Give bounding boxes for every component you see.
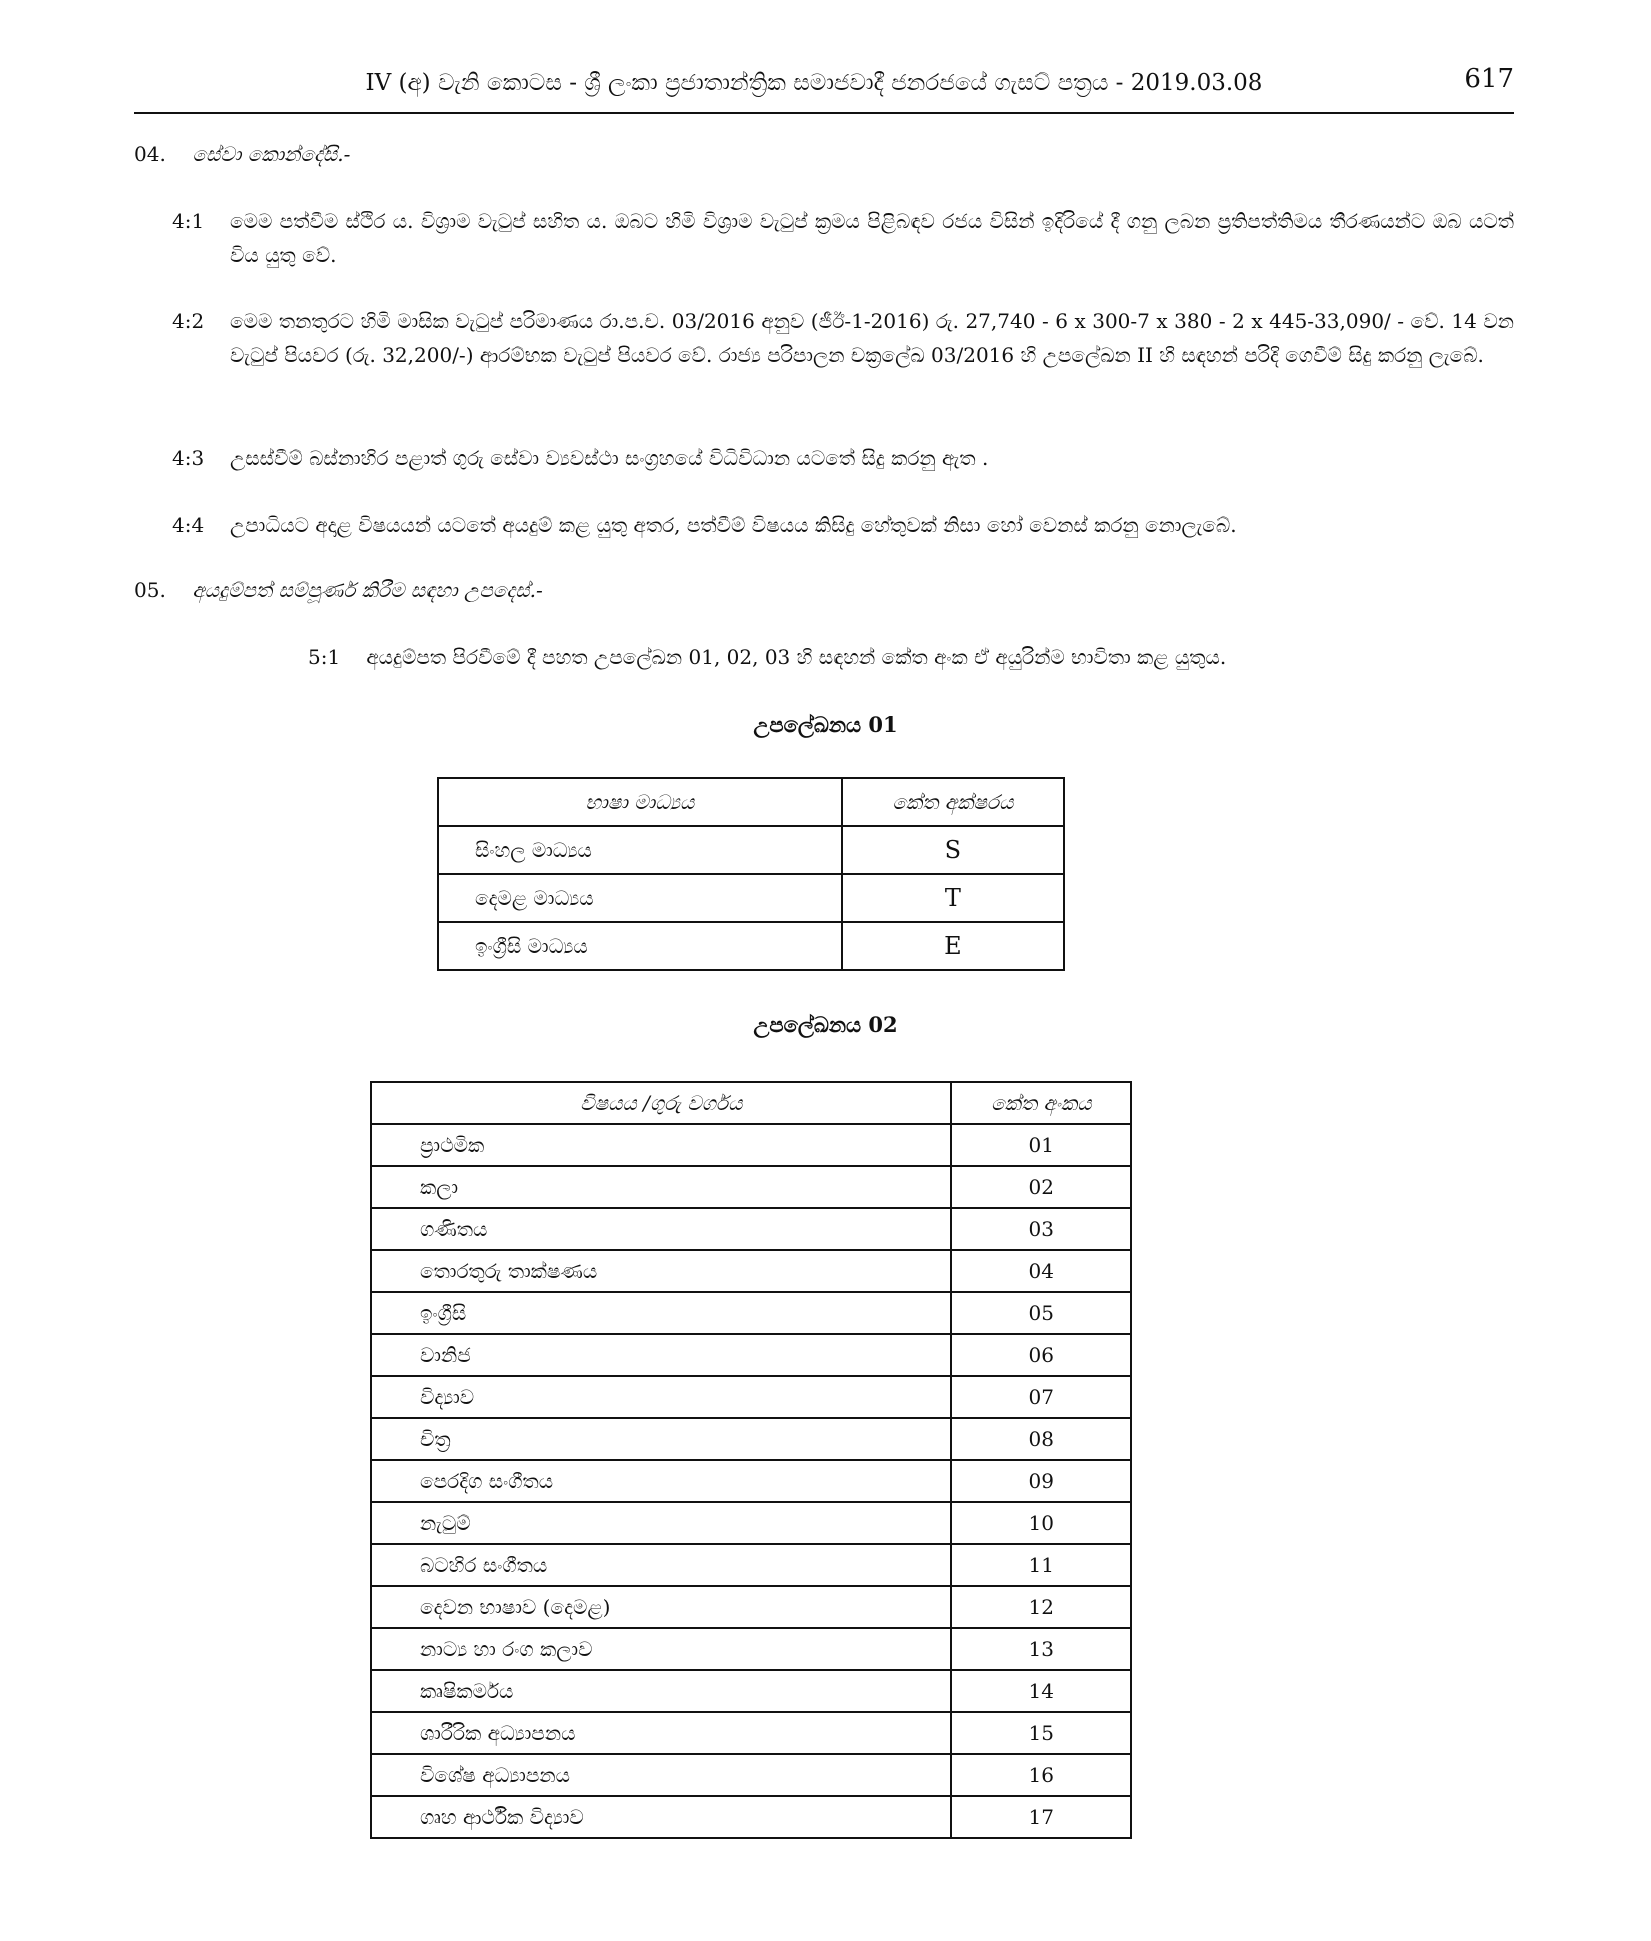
clause-4-3 (172, 441, 1514, 475)
column-header: විෂයය /ගුරු වර්ගය (371, 1082, 951, 1124)
annex-01-title: උපලේඛනය 01 (753, 712, 898, 737)
subject-cell: ශාරීරික අධ්‍යාපනය (371, 1712, 951, 1754)
table-row (438, 874, 1064, 922)
table-row (371, 1166, 1131, 1208)
clause-number: 4:4 (172, 513, 205, 537)
page-number: 617 (1464, 64, 1514, 94)
subject-cell: බටහිර සංගීතය (371, 1544, 951, 1586)
subject-code-table (370, 1081, 1132, 1839)
medium-cell: ඉංග්‍රීසි මාධ්‍යය (438, 922, 842, 970)
subject-cell: ගණිතය (371, 1208, 951, 1250)
table-row (371, 1292, 1131, 1334)
clause-4-2 (172, 304, 1514, 372)
code-cell: E (842, 922, 1064, 970)
section-title: අයදුම්පත් සම්පූර්ණ කිරීම සඳහා උපදෙස්.- (192, 578, 543, 602)
clause-number: 5:1 (308, 645, 341, 669)
clause-5-1 (308, 645, 1508, 669)
code-cell: 01 (951, 1124, 1131, 1166)
table-row (371, 1334, 1131, 1376)
table-row (371, 1208, 1131, 1250)
table-row (371, 1670, 1131, 1712)
subject-cell: කලා (371, 1166, 951, 1208)
table-row (438, 826, 1064, 874)
language-medium-table (437, 777, 1065, 971)
table-row (371, 1460, 1131, 1502)
section-04-heading (134, 142, 350, 166)
subject-cell: පෙරදිග සංගීතය (371, 1460, 951, 1502)
column-header: භාෂා මාධ්‍යය (438, 778, 842, 826)
clause-text: මෙම තනතුරට හිමි මාසික වැටුප් පරිමාණය රා.ප.ච. 03/2016 අනුව (ජීඊ-1-2016) රු. 27,740 - 6 x 300-7 x 380 - 2 x 445-33,090/ - වේ. 14 වන වැටුප් පියවර (රු. 32,200/-) ආරම්භක වැටුප් පියවර වේ. රාජ්‍ය පරිපාලන චක්‍රලේඛ 03/2016 හි උපලේඛන II හි සඳහන් පරිදි ගෙවීම් සිදු කරනු ලැබේ. (230, 309, 1514, 367)
section-number: 04. (134, 142, 166, 166)
table-row (371, 1586, 1131, 1628)
subject-cell: ප්‍රාථමික (371, 1124, 951, 1166)
code-cell: 06 (951, 1334, 1131, 1376)
section-number: 05. (134, 578, 166, 602)
code-cell: 12 (951, 1586, 1131, 1628)
subject-cell: චිත්‍ර (371, 1418, 951, 1460)
table-row (371, 1418, 1131, 1460)
header-title: IV (අ) වැනි කොටස - ශ්‍රී ලංකා ප්‍රජාතාන්ත්‍රික සමාජවාදී ජනරජයේ ගැසට් පත්‍රය - 2019.03.08 (365, 70, 1263, 96)
column-header: කේත අක්ෂරය (842, 778, 1064, 826)
section-title: සේවා කොන්දේසි.- (192, 142, 351, 166)
table-row (371, 1796, 1131, 1838)
subject-cell: දෙවන භාෂාව (දෙමළ) (371, 1586, 951, 1628)
subject-cell: තොරතුරු තාක්ෂණය (371, 1250, 951, 1292)
subject-cell: ගෘහ ආර්ථික විද්‍යාව (371, 1796, 951, 1838)
clause-4-1 (172, 204, 1514, 272)
clause-4-4 (172, 508, 1514, 542)
clause-text: මෙම පත්වීම ස්ථිර ය. විශ්‍රාම වැටුප් සහිත ය. ඔබට හිමි විශ්‍රාම වැටුප් ක්‍රමය පිළිබඳව රජය විසින් ඉදිරියේ දී ගනු ලබන ප්‍රතිපත්තිමය තීරණයන්ට ඔබ යටත් විය යුතු වේ. (230, 209, 1514, 267)
table-row (438, 922, 1064, 970)
code-cell: T (842, 874, 1064, 922)
clause-text: උපාධියට අදාළ විෂයයන් යටතේ අයදුම් කළ යුතු අතර, පත්වීම් විෂයය කිසිදු හේතුවක් නිසා හෝ වෙනස් කරනු නොලැබේ. (230, 513, 1237, 537)
table-row (371, 1376, 1131, 1418)
table-row (371, 1544, 1131, 1586)
clause-number: 4:3 (172, 446, 205, 470)
table-header-row (371, 1082, 1131, 1124)
table-body (371, 1124, 1131, 1838)
header-rule (134, 112, 1514, 114)
table-row (371, 1712, 1131, 1754)
code-cell: 11 (951, 1544, 1131, 1586)
code-cell: 03 (951, 1208, 1131, 1250)
code-cell: 05 (951, 1292, 1131, 1334)
medium-cell: දෙමළ මාධ්‍යය (438, 874, 842, 922)
subject-cell: නාට්‍ය හා රංග කලාව (371, 1628, 951, 1670)
subject-cell: විද්‍යාව (371, 1376, 951, 1418)
code-cell: 02 (951, 1166, 1131, 1208)
code-cell: 09 (951, 1460, 1131, 1502)
code-cell: 13 (951, 1628, 1131, 1670)
medium-cell: සිංහල මාධ්‍යය (438, 826, 842, 874)
clause-text: උසස්වීම් බස්නාහිර පළාත් ගුරු සේවා ව්‍යවස්ථා සංග්‍රහයේ විධිවිධාන යටතේ සිදු කරනු ඇත . (230, 446, 989, 470)
column-header: කේත අංකය (951, 1082, 1131, 1124)
table-row (371, 1502, 1131, 1544)
code-cell: 10 (951, 1502, 1131, 1544)
table-row (371, 1124, 1131, 1166)
section-05-heading (134, 578, 543, 602)
annex-02-title: උපලේඛනය 02 (753, 1012, 898, 1037)
code-cell: 17 (951, 1796, 1131, 1838)
code-cell: 15 (951, 1712, 1131, 1754)
code-cell: S (842, 826, 1064, 874)
subject-cell: විශේෂ අධ්‍යාපනය (371, 1754, 951, 1796)
clause-number: 4:2 (172, 309, 205, 333)
subject-cell: ඉංග්‍රීසි (371, 1292, 951, 1334)
subject-cell: කෘෂිකර්මය (371, 1670, 951, 1712)
clause-number: 4:1 (172, 209, 205, 233)
table-header-row (438, 778, 1064, 826)
code-cell: 08 (951, 1418, 1131, 1460)
table-row (371, 1754, 1131, 1796)
subject-cell: වානිජ (371, 1334, 951, 1376)
code-cell: 16 (951, 1754, 1131, 1796)
page-header (134, 60, 1514, 110)
code-cell: 14 (951, 1670, 1131, 1712)
clause-text: අයදුම්පත පිරවීමේ දී පහත උපලේඛන 01, 02, 03 හි සඳහන් කේත අංක ඒ අයුරින්ම භාවිතා කළ යුතුය. (366, 645, 1227, 669)
code-cell: 04 (951, 1250, 1131, 1292)
code-cell: 07 (951, 1376, 1131, 1418)
table-row (371, 1250, 1131, 1292)
subject-cell: නැටුම් (371, 1502, 951, 1544)
table-row (371, 1628, 1131, 1670)
